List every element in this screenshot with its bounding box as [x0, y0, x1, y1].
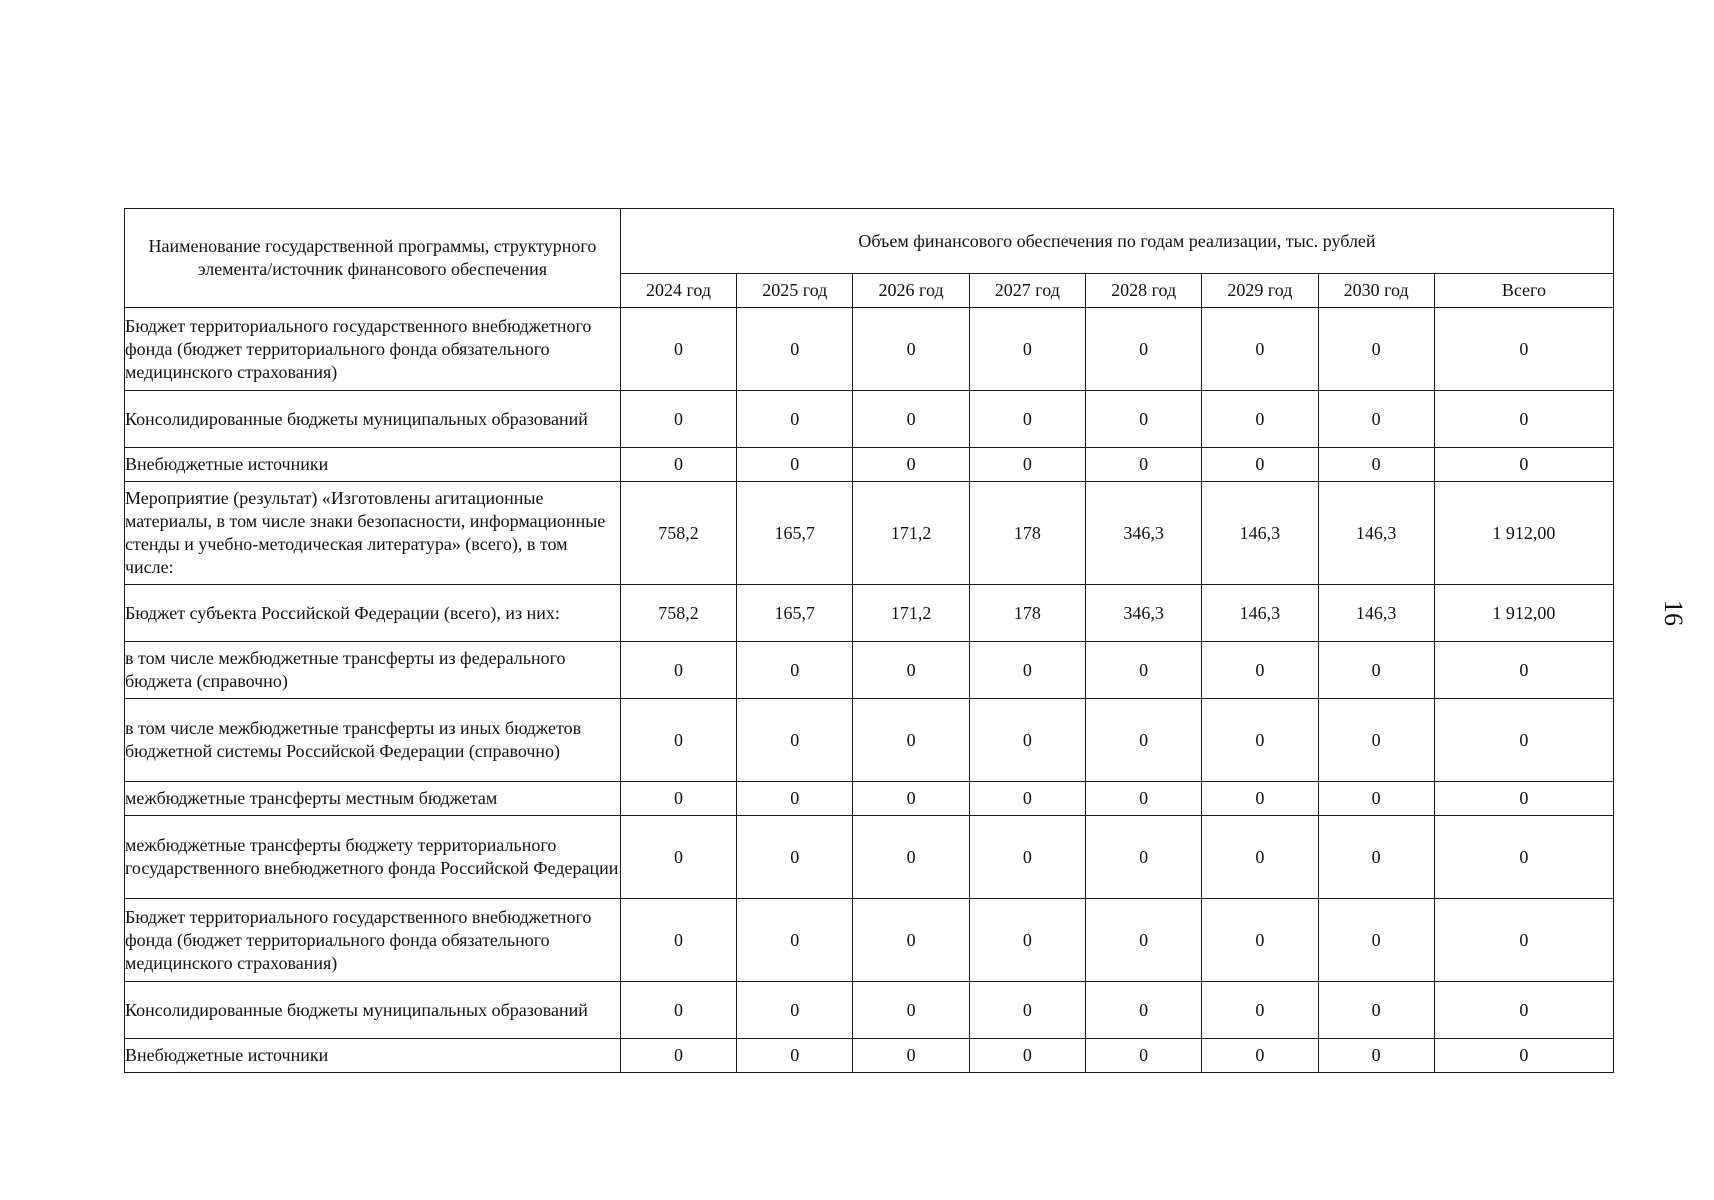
- row-value-cell: 0: [620, 782, 736, 816]
- table-row: [125, 642, 1614, 699]
- row-value-cell: 0: [737, 308, 853, 391]
- row-value-cell: 0: [1085, 308, 1201, 391]
- row-value-cell: 0: [737, 899, 853, 982]
- row-value-cell: 0: [1202, 782, 1318, 816]
- header-name-cell: Наименование государственной программы, структурного элемента/источник финансового обеспечения: [125, 209, 621, 308]
- table-row: [125, 308, 1614, 391]
- row-value-cell: 0: [1202, 308, 1318, 391]
- row-value-cell: 0: [853, 816, 969, 899]
- row-value-cell: 0: [1318, 982, 1434, 1039]
- table-row: [125, 699, 1614, 782]
- row-total-cell: 0: [1434, 699, 1613, 782]
- row-value-cell: 0: [1085, 699, 1201, 782]
- row-value-cell: 0: [620, 982, 736, 1039]
- row-value-cell: 0: [1085, 982, 1201, 1039]
- row-value-cell: 171,2: [853, 482, 969, 585]
- row-value-cell: 0: [1085, 816, 1201, 899]
- table-row: [125, 899, 1614, 982]
- row-name-cell: Бюджет субъекта Российской Федерации (всего), из них:: [125, 585, 621, 642]
- row-value-cell: 165,7: [737, 585, 853, 642]
- row-value-cell: 0: [1085, 782, 1201, 816]
- row-value-cell: 0: [620, 391, 736, 448]
- row-name-cell: Внебюджетные источники: [125, 1039, 621, 1073]
- row-value-cell: 0: [1085, 448, 1201, 482]
- table-row: [125, 448, 1614, 482]
- row-value-cell: 0: [737, 448, 853, 482]
- row-value-cell: 0: [1318, 642, 1434, 699]
- table-row: [125, 816, 1614, 899]
- row-value-cell: 178: [969, 482, 1085, 585]
- row-value-cell: 346,3: [1085, 482, 1201, 585]
- header-year-2024: 2024 год: [620, 274, 736, 308]
- row-value-cell: 0: [969, 642, 1085, 699]
- row-value-cell: 0: [853, 782, 969, 816]
- row-value-cell: 178: [969, 585, 1085, 642]
- row-total-cell: 0: [1434, 1039, 1613, 1073]
- row-value-cell: 0: [1202, 1039, 1318, 1073]
- row-value-cell: 0: [969, 699, 1085, 782]
- row-value-cell: 0: [737, 782, 853, 816]
- row-value-cell: 0: [853, 391, 969, 448]
- row-name-cell: Бюджет территориального государственного внебюджетного фонда (бюджет территориального фонда обязательного медицинского страхования): [125, 899, 621, 982]
- table-row: [125, 982, 1614, 1039]
- row-value-cell: 0: [853, 642, 969, 699]
- row-total-cell: 0: [1434, 782, 1613, 816]
- row-value-cell: 0: [620, 1039, 736, 1073]
- row-value-cell: 146,3: [1202, 585, 1318, 642]
- row-total-cell: 0: [1434, 816, 1613, 899]
- row-value-cell: 758,2: [620, 585, 736, 642]
- row-value-cell: 0: [620, 816, 736, 899]
- header-year-2026: 2026 год: [853, 274, 969, 308]
- row-total-cell: 0: [1434, 391, 1613, 448]
- header-total: Всего: [1434, 274, 1613, 308]
- page-number: 16: [1659, 600, 1688, 626]
- row-value-cell: 0: [620, 642, 736, 699]
- row-value-cell: 0: [1085, 1039, 1201, 1073]
- table-row: [125, 482, 1614, 585]
- row-value-cell: 0: [1202, 899, 1318, 982]
- table-row: [125, 782, 1614, 816]
- header-year-2030: 2030 год: [1318, 274, 1434, 308]
- row-value-cell: 0: [620, 448, 736, 482]
- row-value-cell: 0: [1202, 699, 1318, 782]
- row-value-cell: 0: [853, 982, 969, 1039]
- row-value-cell: 0: [1085, 642, 1201, 699]
- row-total-cell: 0: [1434, 982, 1613, 1039]
- row-total-cell: 0: [1434, 642, 1613, 699]
- header-row-top: [125, 209, 1614, 274]
- row-name-cell: Консолидированные бюджеты муниципальных образований: [125, 391, 621, 448]
- row-value-cell: 0: [737, 982, 853, 1039]
- header-year-2025: 2025 год: [737, 274, 853, 308]
- table-header: [125, 209, 1614, 308]
- row-value-cell: 0: [969, 982, 1085, 1039]
- row-value-cell: 0: [737, 1039, 853, 1073]
- row-total-cell: 0: [1434, 308, 1613, 391]
- row-total-cell: 0: [1434, 899, 1613, 982]
- row-value-cell: 165,7: [737, 482, 853, 585]
- table-row: [125, 1039, 1614, 1073]
- row-value-cell: 0: [1202, 391, 1318, 448]
- row-total-cell: 1 912,00: [1434, 585, 1613, 642]
- row-value-cell: 0: [1318, 391, 1434, 448]
- row-value-cell: 0: [853, 308, 969, 391]
- row-value-cell: 0: [620, 899, 736, 982]
- row-value-cell: 146,3: [1202, 482, 1318, 585]
- row-value-cell: 0: [737, 699, 853, 782]
- row-value-cell: 0: [969, 782, 1085, 816]
- row-value-cell: 0: [1318, 816, 1434, 899]
- row-value-cell: 0: [853, 448, 969, 482]
- row-name-cell: межбюджетные трансферты бюджету территориального государственного внебюджетного фонда Российской Федерации: [125, 816, 621, 899]
- row-value-cell: 0: [1318, 699, 1434, 782]
- financing-table: [124, 208, 1614, 1073]
- header-year-2028: 2028 год: [1085, 274, 1201, 308]
- row-value-cell: 0: [737, 642, 853, 699]
- table-row: [125, 585, 1614, 642]
- row-value-cell: 0: [969, 816, 1085, 899]
- row-value-cell: 0: [737, 391, 853, 448]
- row-name-cell: Бюджет территориального государственного внебюджетного фонда (бюджет территориального фонда обязательного медицинского страхования): [125, 308, 621, 391]
- row-value-cell: 0: [1202, 448, 1318, 482]
- row-value-cell: 0: [1085, 391, 1201, 448]
- row-name-cell: Консолидированные бюджеты муниципальных образований: [125, 982, 621, 1039]
- row-name-cell: Внебюджетные источники: [125, 448, 621, 482]
- row-value-cell: 346,3: [1085, 585, 1201, 642]
- row-value-cell: 758,2: [620, 482, 736, 585]
- row-name-cell: межбюджетные трансферты местным бюджетам: [125, 782, 621, 816]
- row-name-cell: в том числе межбюджетные трансферты из федерального бюджета (справочно): [125, 642, 621, 699]
- row-value-cell: 0: [1318, 308, 1434, 391]
- row-value-cell: 146,3: [1318, 585, 1434, 642]
- row-value-cell: 0: [1202, 816, 1318, 899]
- row-value-cell: 0: [969, 448, 1085, 482]
- row-value-cell: 0: [620, 308, 736, 391]
- row-value-cell: 0: [1202, 982, 1318, 1039]
- row-value-cell: 146,3: [1318, 482, 1434, 585]
- row-total-cell: 0: [1434, 448, 1613, 482]
- row-value-cell: 0: [969, 308, 1085, 391]
- row-value-cell: 0: [969, 1039, 1085, 1073]
- row-value-cell: 0: [969, 391, 1085, 448]
- row-value-cell: 171,2: [853, 585, 969, 642]
- row-value-cell: 0: [1085, 899, 1201, 982]
- header-year-2029: 2029 год: [1202, 274, 1318, 308]
- header-year-2027: 2027 год: [969, 274, 1085, 308]
- row-total-cell: 1 912,00: [1434, 482, 1613, 585]
- row-value-cell: 0: [1318, 448, 1434, 482]
- row-value-cell: 0: [737, 816, 853, 899]
- row-value-cell: 0: [969, 899, 1085, 982]
- table-body: [125, 308, 1614, 1073]
- row-value-cell: 0: [1318, 782, 1434, 816]
- table-row: [125, 391, 1614, 448]
- row-value-cell: 0: [1318, 899, 1434, 982]
- row-value-cell: 0: [853, 699, 969, 782]
- header-group-cell: Объем финансового обеспечения по годам реализации, тыс. рублей: [620, 209, 1613, 274]
- row-value-cell: 0: [853, 899, 969, 982]
- row-name-cell: в том числе межбюджетные трансферты из иных бюджетов бюджетной системы Российской Федерации (справочно): [125, 699, 621, 782]
- row-value-cell: 0: [1202, 642, 1318, 699]
- row-value-cell: 0: [1318, 1039, 1434, 1073]
- row-value-cell: 0: [620, 699, 736, 782]
- row-value-cell: 0: [853, 1039, 969, 1073]
- row-name-cell: Мероприятие (результат) «Изготовлены агитационные материалы, в том числе знаки безопасности, информационные стенды и учебно-методическая литература» (всего), в том числе:: [125, 482, 621, 585]
